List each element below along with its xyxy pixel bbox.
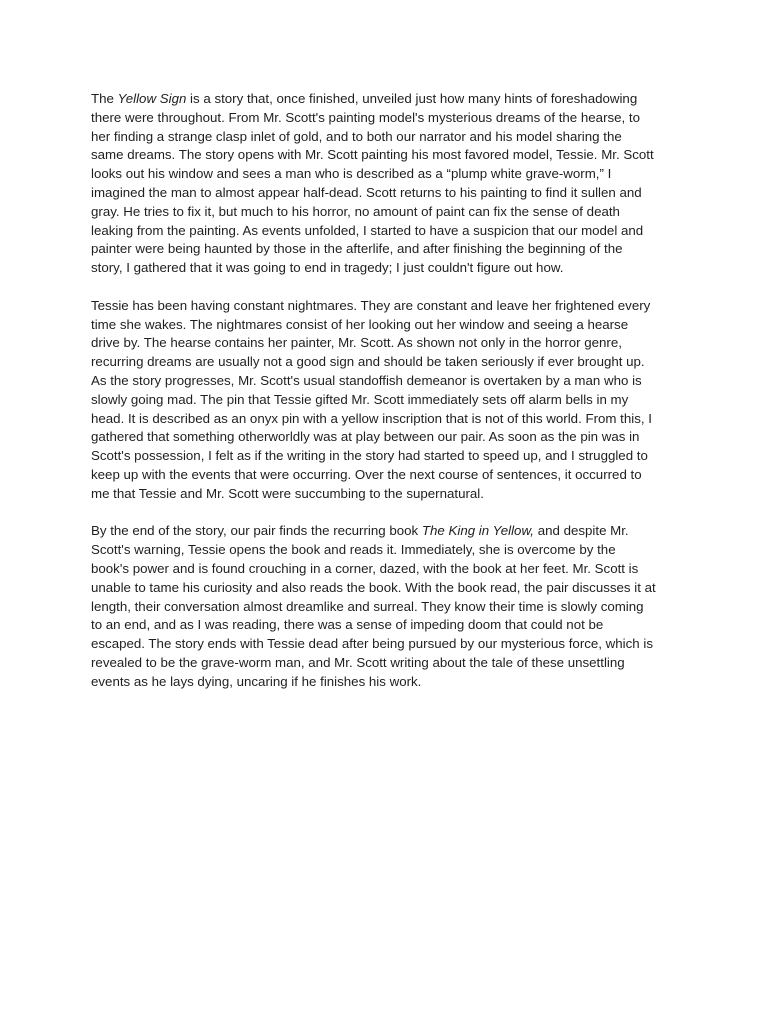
text-run: head. It is described as an onyx pin with a yellow inscription that is not of this world. From this, I [91,410,652,426]
text-line [91,297,683,316]
paragraph [91,522,683,691]
text-line [91,259,683,278]
text-run: revealed to be the grave-worm man, and Mr. Scott writing about the tale of these unsettling [91,654,625,670]
text-run: gray. He tries to fix it, but much to his horror, no amount of paint can fix the sense of death [91,203,620,219]
text-run: there were throughout. From Mr. Scott's painting model's mysterious dreams of the hearse, to [91,109,641,125]
text-run: her finding a strange clasp inlet of gold, and to both our narrator and his model sharing the [91,128,622,144]
text-run: keep up with the events that were occurring. Over the next course of sentences, it occurred to [91,466,642,482]
italic-title: The King in Yellow, [421,523,535,539]
paragraph [91,297,683,504]
text-line [91,222,683,241]
text-line [91,203,683,222]
text-run: slowly going mad. The pin that Tessie gifted Mr. Scott immediately sets off alarm bells in my [91,391,629,407]
text-line [91,353,683,372]
text-run: leaking from the painting. As events unfolded, I started to have a suspicion that our model and [91,222,644,238]
paragraph [91,90,683,278]
text-run: drive by. The hearse contains her painter, Mr. Scott. As shown not only in the horror genre, [91,335,622,351]
italic-title: Yellow Sign [117,91,187,106]
text-line [91,372,683,391]
text-line [91,240,683,259]
text-line [91,391,683,410]
text-line [91,466,683,485]
text-run: book's power and is found crouching in a corner, dazed, with the book at her feet. Mr. Scott is [91,560,639,576]
text-run: is a story that, once finished, unveiled just how many hints of foreshadowing [186,91,638,106]
document-body [91,90,683,710]
text-line [91,146,683,165]
text-line [91,616,683,635]
text-run: unable to tame his curiosity and also reads the book. With the book read, the pair discusses it at [91,579,656,595]
text-run: story, I gathered that it was going to end in tragedy; I just couldn't figure out how. [91,260,564,276]
text-line [91,485,683,504]
text-line [91,410,683,429]
text-line [91,522,683,541]
text-run: to an end, and as I was reading, there was a sense of impeding doom that could not be [91,617,604,633]
text-line [91,447,683,466]
text-run: painter were being haunted by those in the afterlife, and after finishing the beginning of the [91,241,623,257]
text-line [91,673,683,692]
text-run: me that Tessie and Mr. Scott were succumbing to the supernatural. [91,485,484,501]
text-run: and despite Mr. [534,523,629,539]
text-run: As the story progresses, Mr. Scott's usual standoffish demeanor is overtaken by a man who is [91,372,642,388]
text-run: By the end of the story, our pair finds the recurring book [91,523,422,539]
text-run: Scott's warning, Tessie opens the book and reads it. Immediately, she is overcome by the [91,542,616,558]
text-run: The [91,91,118,106]
text-line [91,165,683,184]
text-line [91,635,683,654]
text-run: Tessie has been having constant nightmares. They are constant and leave her frightened every [91,297,651,313]
text-line [91,128,683,147]
text-run: same dreams. The story opens with Mr. Scott painting his most favored model, Tessie. Mr. Scott [91,147,654,163]
text-line [91,598,683,617]
text-line [91,109,683,128]
text-run: Scott's possession, I felt as if the writing in the story had started to speed up, and I struggled to [91,448,648,464]
text-run: looks out his window and sees a man who is described as a “plump white grave-worm,” I [91,166,612,182]
text-line [91,560,683,579]
text-run: escaped. The story ends with Tessie dead after being pursued by our mysterious force, which is [91,636,653,652]
text-line [91,654,683,673]
text-run: recurring dreams are usually not a good sign and should be taken seriously if ever brought up. [91,354,645,370]
text-run: imagined the man to almost appear half-dead. Scott returns to his painting to find it sullen and [91,184,642,200]
text-run: events as he lays dying, uncaring if he finishes his work. [91,673,422,689]
text-line [91,184,683,203]
text-line [91,541,683,560]
text-run: time she wakes. The nightmares consist of her looking out her window and seeing a hearse [91,316,629,332]
text-line [91,90,683,109]
text-run: gathered that something otherworldly was at play between our pair. As soon as the pin was in [91,429,640,445]
text-line [91,316,683,335]
text-line [91,334,683,353]
text-line [91,428,683,447]
text-run: length, their conversation almost dreamlike and surreal. They know their time is slowly coming [91,598,644,614]
text-line [91,579,683,598]
